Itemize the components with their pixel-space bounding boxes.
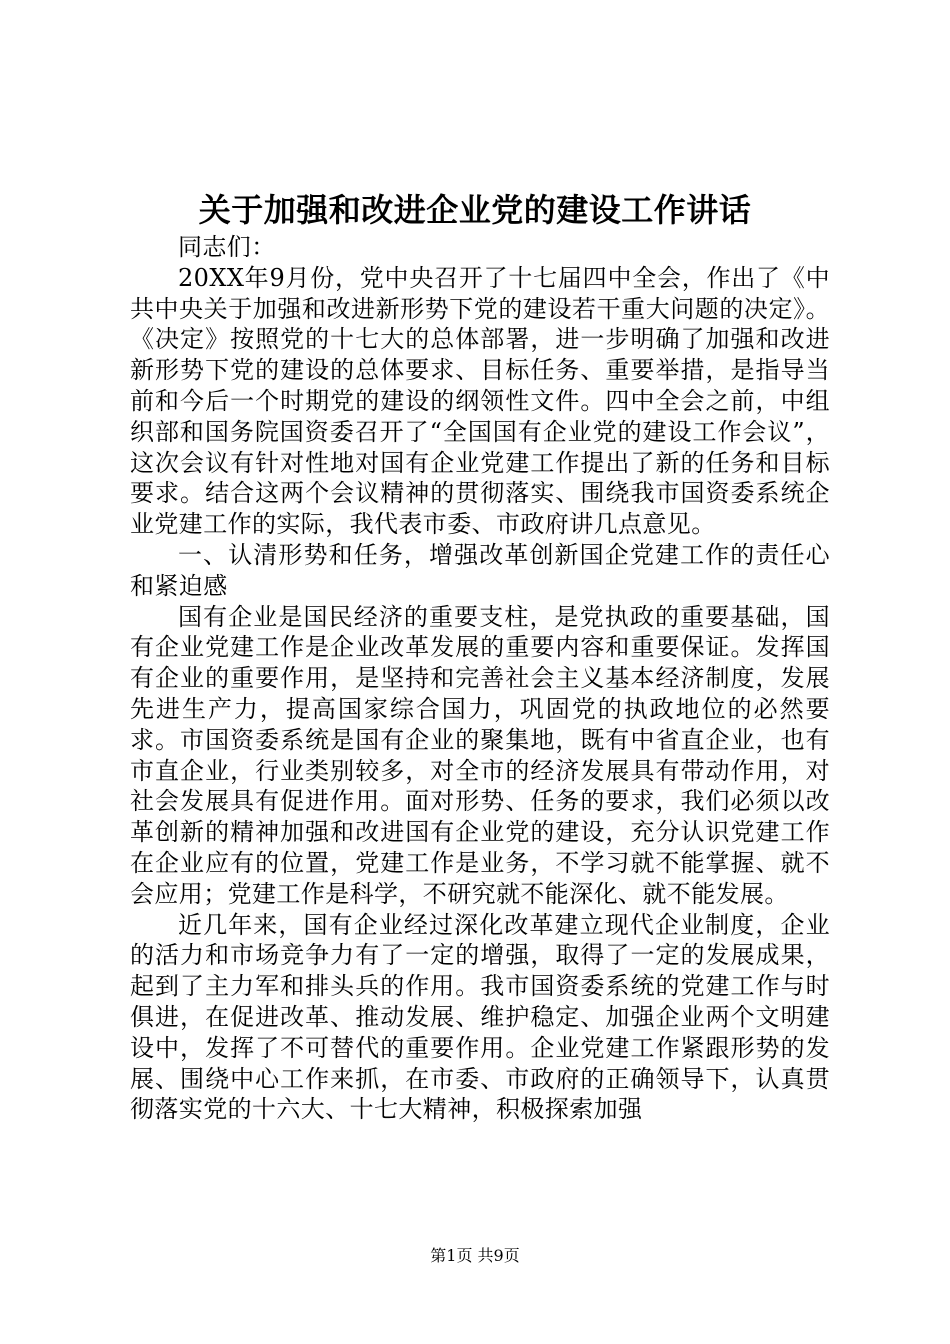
body-paragraph: 近几年来，国有企业经过深化改革建立现代企业制度，企业的活力和市场竞争力有了一定的增强，取得了一定的发展成果，起到了主力军和排头兵的作用。我市国资委系统的党建工作与时俱进，在促进改革、推动发展、维护稳定、加强企业两个文明建设中，发挥了不可替代的重要作用。企业党建工作紧跟形势的发展、围绕中心工作来抓，在市委、市政府的正确领导下，认真贯彻落实党的十六大、十七大精神，积极探索加强	[130, 910, 830, 1124]
body-paragraph: 20XX年9月份，党中央召开了十七届四中全会，作出了《中共中央关于加强和改进新形势下党的建设若干重大问题的决定》。《决定》按照党的十七大的总体部署，进一步明确了加强和改进新形势下党的建设的总体要求、目标任务、重要举措，是指导当前和今后一个时期党的建设的纲领性文件。四中全会之前，中组织部和国务院国资委召开了“全国国有企业党的建设工作会议”，这次会议有针对性地对国有企业党建工作提出了新的任务和目标要求。结合这两个会议精神的贯彻落实、围绕我市国资委系统企业党建工作的实际，我代表市委、市政府讲几点意见。	[130, 263, 830, 539]
section-heading: 一、认清形势和任务，增强改革创新国企党建工作的责任心和紧迫感	[130, 540, 830, 600]
salutation-paragraph: 同志们：	[178, 233, 276, 261]
page-number-footer: 第1页 共9页	[430, 1246, 520, 1265]
body-paragraph: 国有企业是国民经济的重要支柱，是党执政的重要基础，国有企业党建工作是企业改革发展的重要内容和重要保证。发挥国有企业的重要作用，是坚持和完善社会主义基本经济制度，发展先进生产力，提高国家综合国力，巩固党的执政地位的必然要求。市国资委系统是国有企业的聚集地，既有中省直企业，也有市直企业，行业类别较多，对全市的经济发展具有带动作用，对社会发展具有促进作用。面对形势、任务的要求，我们必须以改革创新的精神加强和改进国有企业党的建设，充分认识党建工作在企业应有的位置，党建工作是业务，不学习就不能掌握、就不会应用；党建工作是科学，不研究就不能深化、就不能发展。	[130, 602, 830, 908]
document-body	[130, 232, 830, 1125]
document-title: 关于加强和改进企业党的建设工作讲话	[198, 191, 752, 229]
